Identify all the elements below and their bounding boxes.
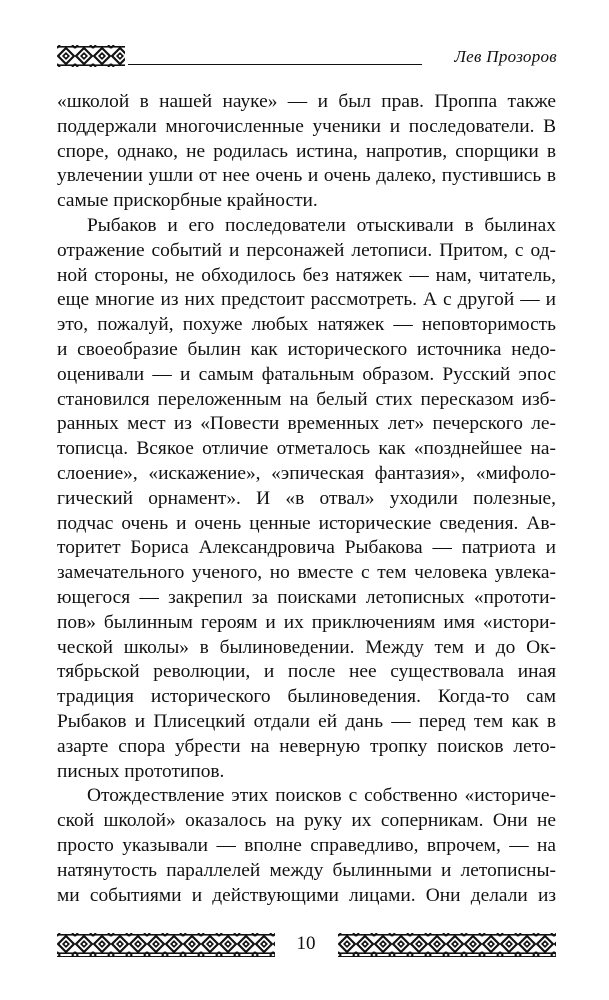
text-line: Отождествление этих поисков с собственно «историче- (87, 785, 556, 807)
text-line: Рыбаков и Плисецкий отдали ей дань — перед тем как в (57, 710, 556, 732)
text-line: тописца. Всякое отличие отметалось как «позднейшее на- (57, 438, 556, 460)
body-text (57, 90, 556, 908)
text-line: это, пожалуй, похуже любых натяжек — неповторимость (57, 314, 556, 336)
text-line: ющегося — закрепил за поисками летописных «прототи- (57, 586, 556, 608)
header-rule (128, 64, 422, 65)
text-line: пов» былинным героям и их приключениям имя «истори- (57, 611, 556, 633)
text-line: ной стороны, не обходилось без натяжек — нам, читатель, (57, 264, 556, 286)
text-line: тябрьской революции, и после нее существовала иная (57, 661, 556, 683)
text-line: Рыбаков и его последователи отыскивали в былинах (87, 214, 556, 236)
text-line: «школой в нашей науке» — и был прав. Проппа также (57, 91, 556, 112)
paragraph (57, 784, 556, 908)
text-line: увлечении ушли от нее очень и очень далеко, пустившись в (57, 165, 556, 187)
text-line: поддержали многочисленные ученики и последователи. В (57, 115, 556, 137)
text-line: торитет Бориса Александровича Рыбакова — патриота и (57, 537, 556, 559)
text-line: споре, однако, не родилась истина, напротив, спорщики в (57, 140, 556, 162)
text-line: оценивали — и самым фатальным образом. Русский эпос (57, 363, 556, 385)
text-line: натянутость параллелей между былинными и летописны- (57, 859, 556, 881)
paragraph (57, 214, 556, 784)
text-line: замечательного ученого, но вместе с тем человека увлека- (57, 562, 556, 584)
page-number: 10 (296, 933, 316, 954)
text-line: ской школой» оказалось на руку их соперникам. Они не (57, 810, 556, 832)
text-line: становился переложенным на белый стих пересказом изб- (57, 388, 556, 410)
knot-ornament-icon (57, 45, 125, 67)
text-line: гический орнамент». И «в отвал» уходили полезные, (57, 487, 556, 509)
text-line: азарте спора убрести на неверную тропку поисков лето- (57, 735, 556, 757)
text-line: ческой школы» в былиноведении. Между тем и до Ок- (57, 636, 556, 658)
text-line: писных прототипов. (57, 760, 225, 782)
running-header-author: Лев Прозоров (454, 47, 557, 66)
text-line: просто указывали — вполне справедливо, впрочем, — на (57, 834, 556, 856)
paragraph (57, 90, 556, 214)
text-line: еще многие из них предстоит рассмотреть. А с другой — и (57, 289, 556, 311)
text-line: традиция исторического былиноведения. Когда-то сам (57, 686, 556, 708)
text-line: отражение событий и персонажей летописи. Притом, с од- (57, 239, 556, 261)
text-line: ми событиями и действующими лицами. Они делали из (57, 884, 556, 906)
text-line: ранных мест из «Повести временных лет» печерского ле- (57, 413, 556, 435)
text-line: подчас очень и очень ценные исторические сведения. Ав- (57, 512, 556, 534)
text-line: слоение», «искажение», «эпическая фантазия», «мифоло- (57, 462, 556, 484)
knot-ornament-icon (338, 933, 556, 957)
text-line: и своеобразие былин как исторического источника недо- (57, 338, 556, 360)
knot-ornament-icon (57, 933, 275, 957)
text-line: самые прискорбные крайности. (57, 190, 318, 212)
